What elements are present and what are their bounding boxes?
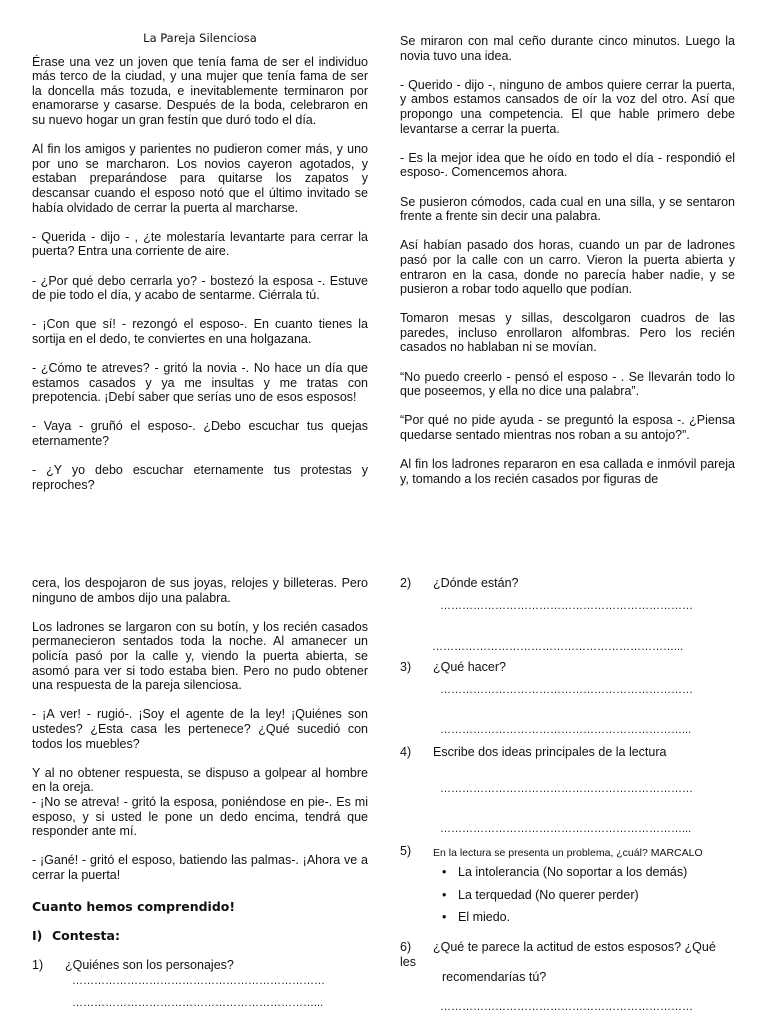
story-paragraph: - Es la mejor idea que he oído en todo el día - respondió el esposo-. Comencemos ahora.	[400, 150, 735, 180]
answer-line[interactable]: ……………………………………………………………	[72, 975, 325, 987]
question-2-text: ¿Dónde están?	[433, 576, 519, 590]
story-paragraph: Se miraron con mal ceño durante cinco minutos. Luego la novia tuvo una idea.	[400, 34, 735, 63]
story-paragraph: Así habían pasado dos horas, cuando un par de ladrones pasó por la calle con un carro. Vieron la puerta abierta y entraron en la casa, donde no parecía haber nadie, y se pusieron a robar todo aquello que podían.	[400, 238, 735, 297]
question-6-text-line1b: les	[400, 955, 416, 969]
story-paragraph: - ¡No se atreva! - gritó la esposa, poniéndose en pie-. Es mi esposo, y si usted le pone un dedo encima, tendrá que responder ante mí.	[32, 794, 368, 839]
story-paragraph: - ¿Cómo te atreves? - gritó la novia -. No hace un día que estamos casados y ya me insultas y me tratas con prepotencia. ¡Debí saber que serías uno de esos esposos!	[32, 361, 368, 405]
question-4-text: Escribe dos ideas principales de la lectura	[433, 745, 667, 759]
question-5-options	[438, 865, 687, 933]
story-paragraph: - Querida - dijo - , ¿te molestaría levantarte para cerrar la puerta? Entra una corriente de aire.	[32, 229, 368, 259]
story-paragraph: “Por qué no pide ayuda - se preguntó la esposa -. ¿Piensa quedarse sentado mientras nos roban a su antojo?”.	[400, 413, 735, 443]
story-paragraph: Y al no obtener respuesta, se dispuso a golpear al hombre en la oreja.	[32, 765, 368, 795]
option-intolerancia[interactable]: • La intolerancia (No soportar a los demás)	[458, 865, 687, 880]
question-1-text: ¿Quiénes son los personajes?	[65, 958, 234, 972]
question-3-text: ¿Qué hacer?	[433, 660, 506, 674]
story-paragraph: - ¿Por qué debo cerrarla yo? - bostezó la esposa -. Estuve de pie todo el día, y acabo de sentarme. Ciérrala tú.	[32, 273, 368, 303]
story-paragraph: - ¿Y yo debo escuchar eternamente tus protestas y reproches?	[32, 463, 368, 492]
answer-line[interactable]: ……………………………………………………………	[440, 684, 693, 696]
story-paragraph: - Querido - dijo -, ninguno de ambos quiere cerrar la puerta, y ambos estamos cansados de oír la voz del otro. Así que propongo una competencia. El que hable primero debe levantarse a cerrar la puerta.	[400, 77, 735, 136]
answer-line[interactable]: ……………………………………………………………	[440, 1001, 693, 1013]
story-paragraph: Se pusieron cómodos, cada cual en una silla, y se sentaron frente a frente sin decir una palabra.	[400, 194, 735, 224]
story-paragraph: Los ladrones se largaron con su botín, y los recién casados permanecieron sentados toda la noche. Al amanecer un policía pasó por la calle y, viendo la puerta abierta, se asomó para ver si todo estaba bien. Pero no pudo obtener una respuesta de la pareja silenciosa.	[32, 619, 368, 693]
question-3-number: 3)	[400, 660, 412, 674]
story-paragraph: “No puedo creerlo - pensó el esposo - . Se llevarán todo lo que poseemos, y ella no dice una palabra”.	[400, 369, 735, 399]
story-column-1	[32, 31, 368, 492]
answer-line[interactable]: …………………………………………………………...	[440, 823, 692, 835]
story-paragraph: Al fin los amigos y parientes no pudieron comer más, y uno por uno se marcharon. Los novios cayeron agotados, y estaban preparándose para quitarse los zapatos y descansar cuando el esposo notó que el último invitado se había olvidado de cerrar la puerta al marcharse.	[32, 142, 368, 215]
question-6-text-line2: recomendarías tú?	[442, 970, 547, 984]
story-paragraph: Tomaron mesas y sillas, descolgaron cuadros de las paredes, incluso enrollaron alfombras. Pero los recién casados no hablaban ni se movían.	[400, 311, 735, 355]
story-paragraph: - ¡A ver! - rugió-. ¡Soy el agente de la ley! ¡Quiénes son ustedes? ¿Esta casa les pertenece? ¿Qué sucedió con todos los muebles?	[32, 707, 368, 751]
section-number: I)	[32, 928, 43, 943]
question-1-number: 1)	[32, 958, 44, 972]
story-column-3	[32, 576, 368, 897]
question-5-text: En la lectura se presenta un problema, ¿cuál? MARCALO	[433, 847, 703, 859]
question-6-number: 6)	[400, 940, 412, 954]
story-paragraph: - ¡Gané! - gritó el esposo, batiendo las palmas-. ¡Ahora ve a cerrar la puerta!	[32, 853, 368, 882]
story-column-2	[400, 34, 735, 486]
story-paragraph: Érase una vez un joven que tenía fama de ser el individuo más terco de la ciudad, y una mujer que tenía fama de ser la doncella más tozuda, e inevitablemente terminaron por enamorarse y casarse. Después de la boda, celebraron en su nuevo hogar un gran festín que duró todo el día.	[32, 54, 368, 127]
story-paragraph: - ¡Con que sí! - rezongó el esposo-. En cuanto tienes la sortija en el dedo, te conviertes en una holgazana.	[32, 317, 368, 346]
answer-line[interactable]: ……………………………………………………………	[440, 600, 693, 612]
answer-line[interactable]: …………………………………………………………...	[440, 724, 692, 736]
story-title: La Pareja Silenciosa	[143, 31, 257, 45]
question-2-number: 2)	[400, 576, 412, 590]
answer-line[interactable]: …………………………………………………………...	[432, 641, 684, 653]
question-6-text-line1: ¿Qué te parece la actitud de estos esposos? ¿Qué	[433, 940, 716, 954]
section-label: Contesta:	[52, 928, 120, 943]
question-4-number: 4)	[400, 745, 412, 759]
story-paragraph: Al fin los ladrones repararon en esa callada e inmóvil pareja y, tomando a los recién casados por figuras de	[400, 457, 735, 486]
answer-line[interactable]: ……………………………………………………………	[440, 783, 693, 795]
worksheet-heading: Cuanto hemos comprendido!	[32, 899, 236, 914]
story-paragraph: cera, los despojaron de sus joyas, relojes y billeteras. Pero ninguno de ambos dijo una palabra.	[32, 576, 368, 605]
story-paragraph: - Vaya - gruñó el esposo-. ¿Debo escuchar tus quejas eternamente?	[32, 419, 368, 449]
question-5-number: 5)	[400, 844, 412, 858]
answer-line[interactable]: …………………………………………………………...	[72, 997, 324, 1009]
option-miedo[interactable]: • El miedo.	[458, 910, 687, 925]
option-terquedad[interactable]: • La terquedad (No querer perder)	[458, 888, 687, 903]
